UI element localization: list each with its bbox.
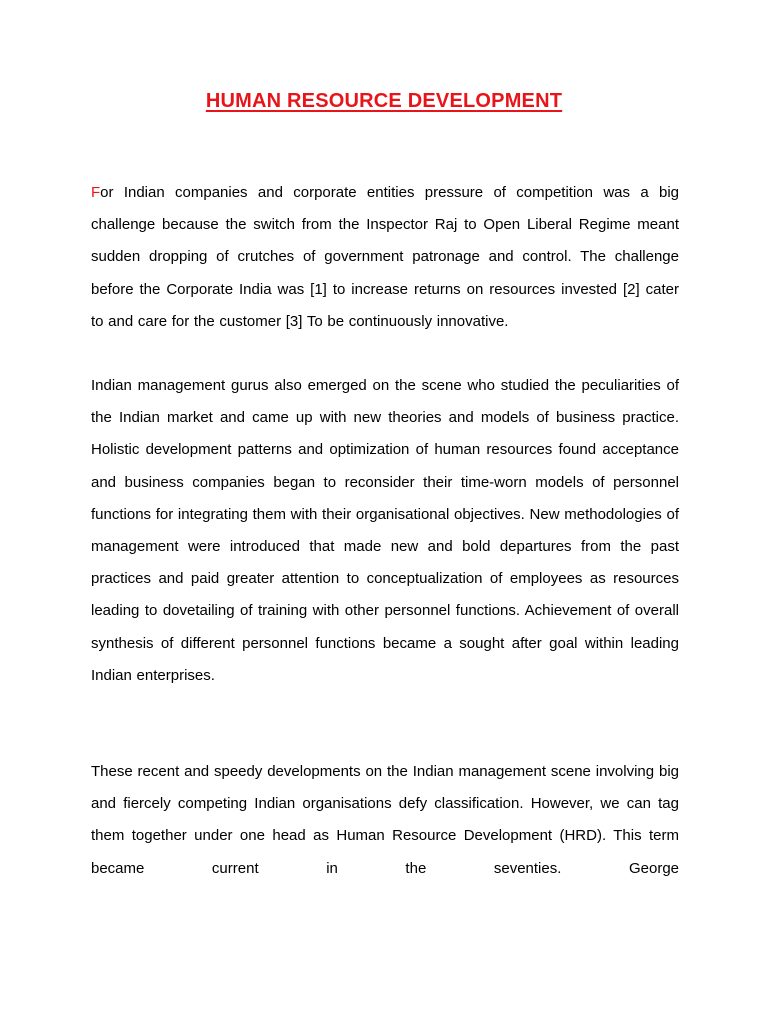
- drop-cap-letter: F: [91, 184, 101, 201]
- paragraph-2: Indian management gurus also emerged on the scene who studied the peculiarities of the Indian market and came up with new theories and models of business practice. Holistic development patterns and optimization of human resources found acceptance and business companies began to reconsider their time-worn models of personnel functions for integrating them with their organisational objectives. New methodologies of management were introduced that made new and bold departures from the past practices and paid greater attention to conceptualization of employees as resources leading to dovetailing of training with other personnel functions. Achievement of overall synthesis of different personnel functions became a sought after goal within leading Indian enterprises.: [91, 377, 679, 684]
- paragraph-1-text: or Indian companies and corporate entities pressure of competition was a big challenge because the switch from the Inspector Raj to Open Liberal Regime meant sudden dropping of crutches of government patronage and control. The challenge before the Corporate India was [1] to increase returns on resources invested [2] cater to and care for the customer [3] To be continuously innovative.: [91, 184, 679, 330]
- document-title: HUMAN RESOURCE DEVELOPMENT: [205, 90, 563, 112]
- paragraph-3: These recent and speedy developments on the Indian management scene involving big and fiercely competing Indian organisations defy classification. However, we can tag them together under one head as Human Resource Development (HRD). This term became current in the seventies. George: [91, 763, 679, 877]
- paragraph-1: [91, 177, 679, 338]
